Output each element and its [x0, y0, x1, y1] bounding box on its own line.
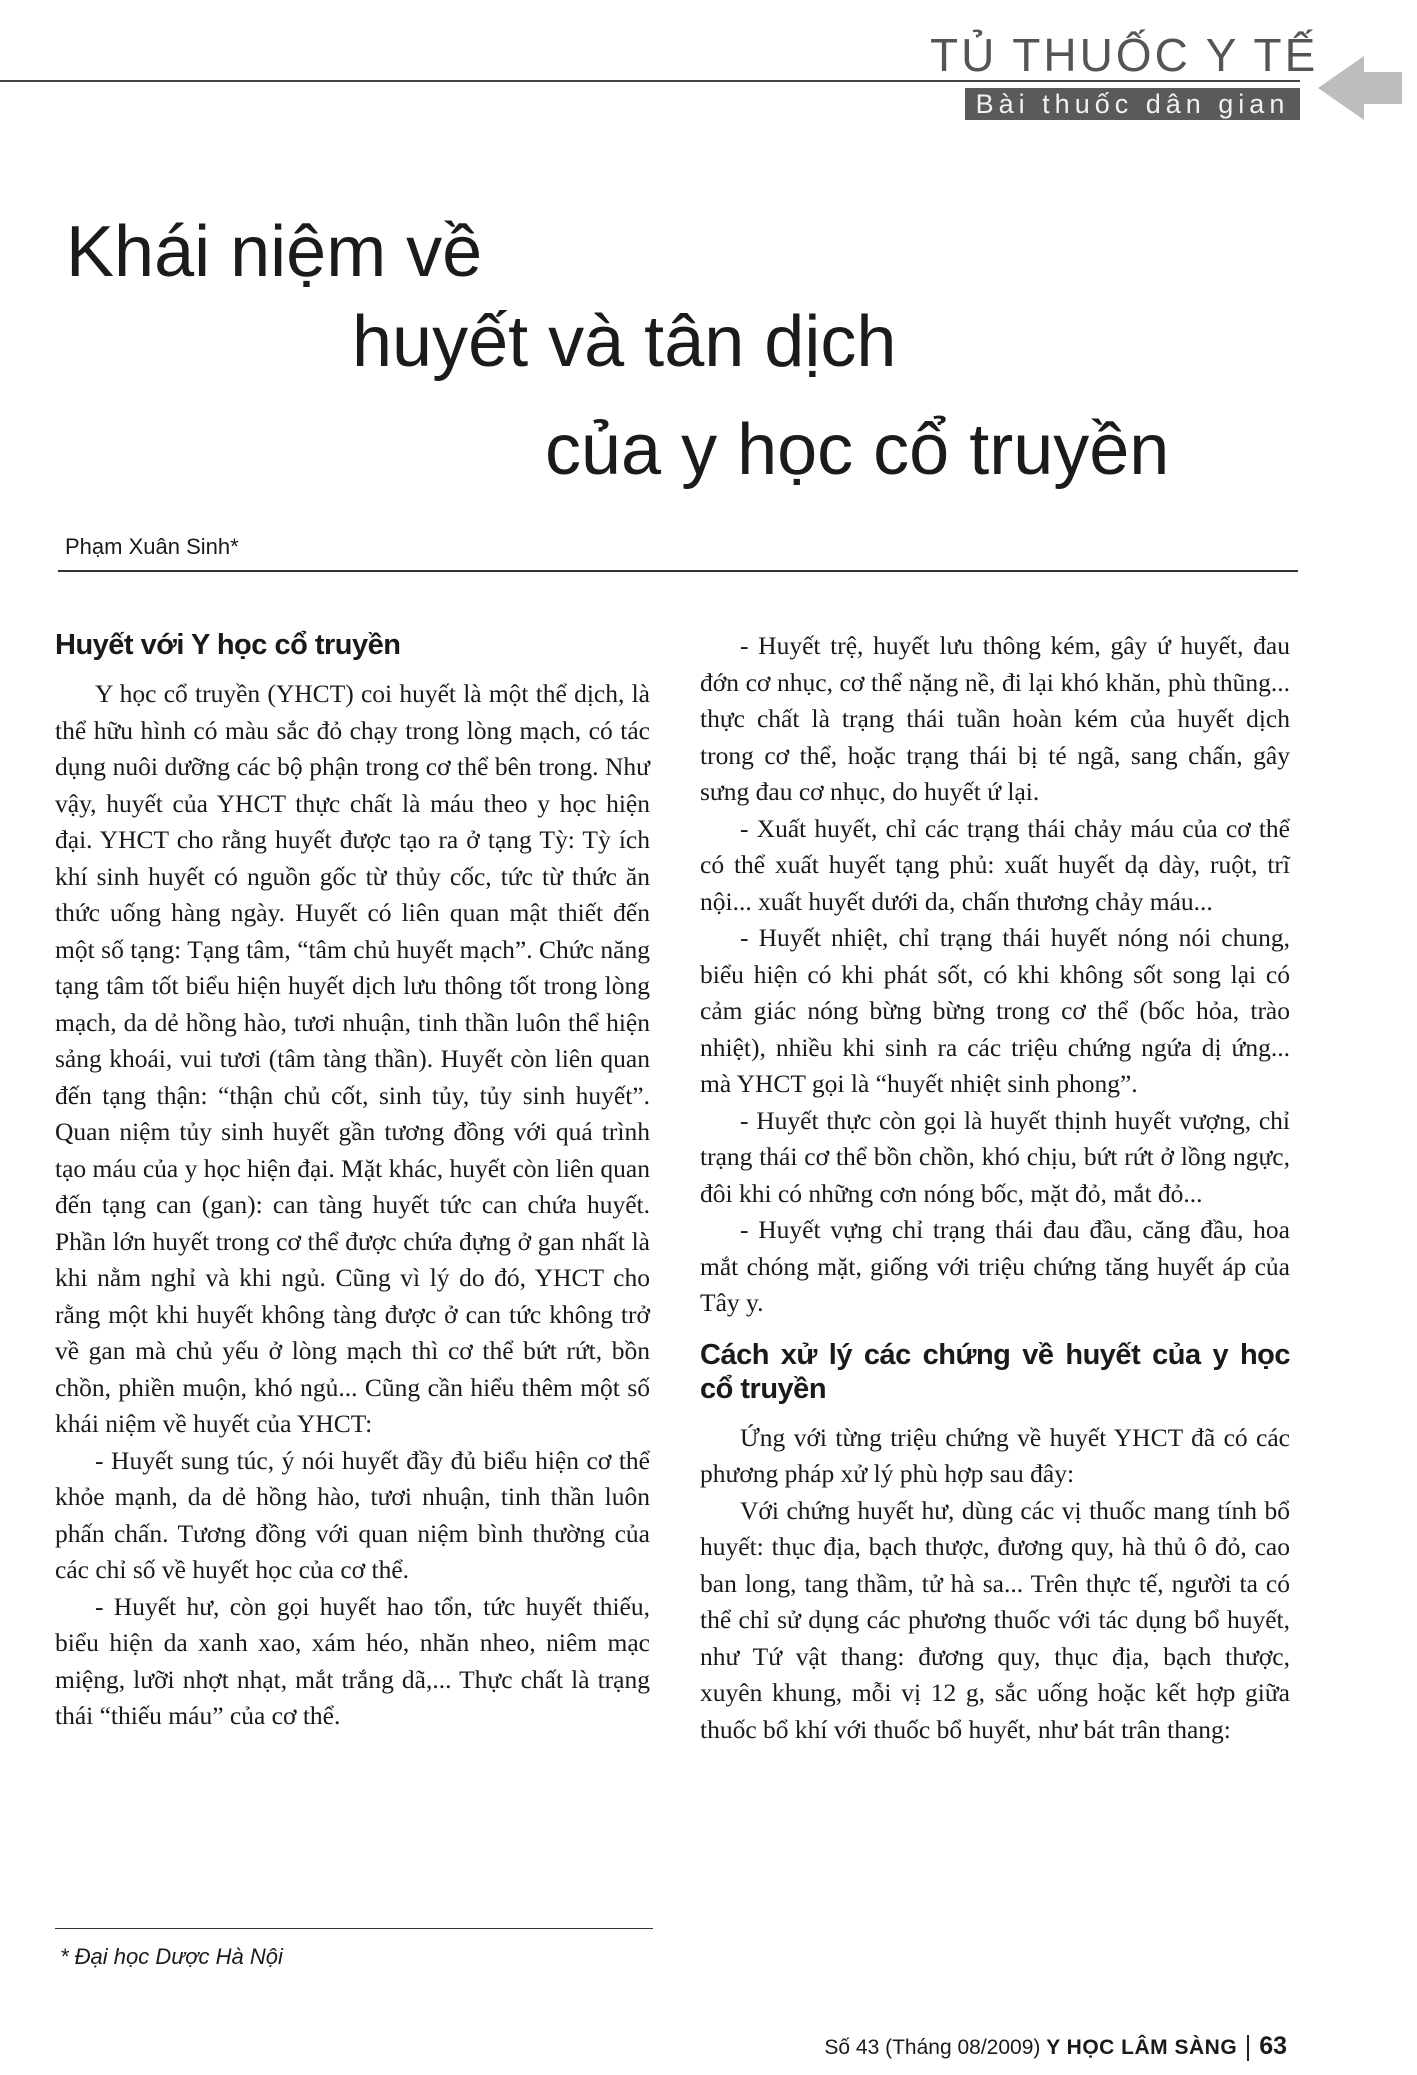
paragraph: - Huyết nhiệt, chỉ trạng thái huyết nóng nói chung, biểu hiện có khi phát sốt, có khi không sốt song lại có cảm giác nóng bừng bừng trong cơ thể (bốc hỏa, trào nhiệt), nhiều khi sinh ra các triệu chứng ngứa dị ứng... mà YHCT gọi là “huyết nhiệt sinh phong”.: [700, 923, 1290, 1098]
author-name: Phạm Xuân Sinh*: [65, 534, 239, 559]
paragraph: - Huyết vựng chỉ trạng thái đau đầu, căng đầu, hoa mắt chóng mặt, giống với triệu chứng tăng huyết áp của Tây y.: [700, 1215, 1290, 1317]
paragraph: - Huyết thực còn gọi là huyết thịnh huyết vượng, chỉ trạng thái cơ thể bồn chồn, khó chịu, bứt rứt ở lồng ngực, đôi khi có những cơn nóng bốc, mặt đỏ, mắt đỏ...: [700, 1105, 1290, 1208]
section-heading: Huyết với Y học cổ truyền: [55, 629, 401, 661]
author-rule: [58, 570, 1298, 572]
article-title-line-2: huyết và tân dịch: [352, 302, 897, 382]
paragraph: Y học cổ truyền (YHCT) coi huyết là một thể dịch, là thể hữu hình có màu sắc đỏ chạy trong lòng mạch, có tác dụng nuôi dưỡng các bộ phận trong cơ thể bên trong. Như vậy, huyết của YHCT thực chất là máu theo y học hiện đại. YHCT cho rằng huyết được tạo ra ở tạng Tỳ: Tỳ ích khí sinh huyết có nguồn gốc từ thủy cốc, tức từ thức ăn thức uống hàng ngày. Huyết có liên quan mật thiết đến một số tạng: Tạng tâm, “tâm chủ huyết mạch”. Chức năng tạng tâm tốt biểu hiện huyết dịch lưu thông tốt trong lòng mạch, da dẻ hồng hào, tươi nhuận, tinh thần luôn thể hiện sảng khoái, vui tươi (tâm tàng thần). Huyết còn liên quan đến tạng thận: “thận chủ cốt, sinh tủy, tủy sinh huyết”. Quan niệm tủy sinh huyết gần tương đồng với quá trình tạo máu của y học hiện đại. Mặt khác, huyết còn liên quan đến tạng can (gan): can tàng huyết tức can chứa huyết. Phần lớn huyết trong cơ thể được chứa đựng ở gan nhất là khi nằm nghỉ và khi ngủ. Cũng vì lý do đó, YHCT cho rằng một khi huyết không tàng được ở can tức không trở về gan mà chủ yếu ở lòng mạch thì cơ thể bứt rứt, bồn chồn, phiền muộn, khó ngủ... Cũng cần hiểu thêm một số khái niệm về huyết của YHCT:: [55, 679, 650, 1438]
left-column: [55, 628, 650, 1735]
footnote: * Đại học Dược Hà Nội: [60, 1944, 283, 1969]
page-footer: [824, 2032, 1287, 2061]
section-heading: Cách xử lý các chứng về huyết của y học cổ truyền: [700, 1338, 1290, 1405]
article-title-line-3: của y học cổ truyền: [545, 410, 1170, 490]
journal-name: Y HỌC LÂM SÀNG: [1046, 2036, 1238, 2059]
paragraph: Ứng với từng triệu chứng về huyết YHCT đã có các phương pháp xử lý phù hợp sau đây:: [700, 1422, 1290, 1488]
section-title: TỦ THUỐC Y TẾ: [930, 29, 1319, 81]
footnote-rule: [55, 1928, 653, 1929]
arrow-tail: [1362, 72, 1402, 104]
arrow-left-icon: [1318, 56, 1364, 120]
paragraph: Với chứng huyết hư, dùng các vị thuốc mang tính bổ huyết: thục địa, bạch thược, đương quy, hà thủ ô đỏ, cao ban long, tang thầm, tử hà sa... Trên thực tế, người ta có thể chỉ sử dụng các phương thuốc với tác dụng bổ huyết, như Tứ vật thang: đương quy, thục địa, bạch thược, xuyên khung, mỗi vị 12 g, sắc uống hoặc kết hợp giữa thuốc bổ khí với thuốc bổ huyết, như bát trân thang:: [700, 1495, 1290, 1744]
paragraph: - Xuất huyết, chỉ các trạng thái chảy máu của cơ thể có thể xuất huyết tạng phủ: xuất huyết dạ dày, ruột, trĩ nội... xuất huyết dưới da, chấn thương chảy máu...: [700, 813, 1290, 916]
paragraph: - Huyết sung túc, ý nói huyết đầy đủ biểu hiện cơ thể khỏe mạnh, da dẻ hồng hào, tươi nhuận, tinh thần luôn phấn chấn. Tương đồng với quan niệm bình thường của các chỉ số về huyết học của cơ thể.: [55, 1445, 650, 1584]
paragraph: - Huyết trệ, huyết lưu thông kém, gây ứ huyết, đau đớn cơ nhục, cơ thể nặng nề, đi lại khó khăn, phù thũng... thực chất là trạng thái tuần hoàn kém của huyết dịch trong cơ thể, hoặc trạng thái bị té ngã, sang chấn, gây sưng đau cơ nhục, do huyết ứ lại.: [700, 631, 1290, 806]
issue-label: Số 43 (Tháng 08/2009): [824, 2036, 1041, 2059]
section-subtitle: Bài thuốc dân gian: [965, 88, 1300, 120]
page-number: 63: [1259, 2032, 1287, 2060]
paragraph: - Huyết hư, còn gọi huyết hao tổn, tức huyết thiếu, biểu hiện da xanh xao, xám héo, nhăn nheo, niêm mạc miệng, lưỡi nhợt nhạt, mắt trắng dã,... Thực chất là trạng thái “thiếu máu” của cơ thể.: [55, 1591, 650, 1730]
footer-divider: [1247, 2035, 1249, 2061]
article-title-line-1: Khái niệm về: [66, 212, 483, 292]
right-column: [700, 628, 1290, 1748]
